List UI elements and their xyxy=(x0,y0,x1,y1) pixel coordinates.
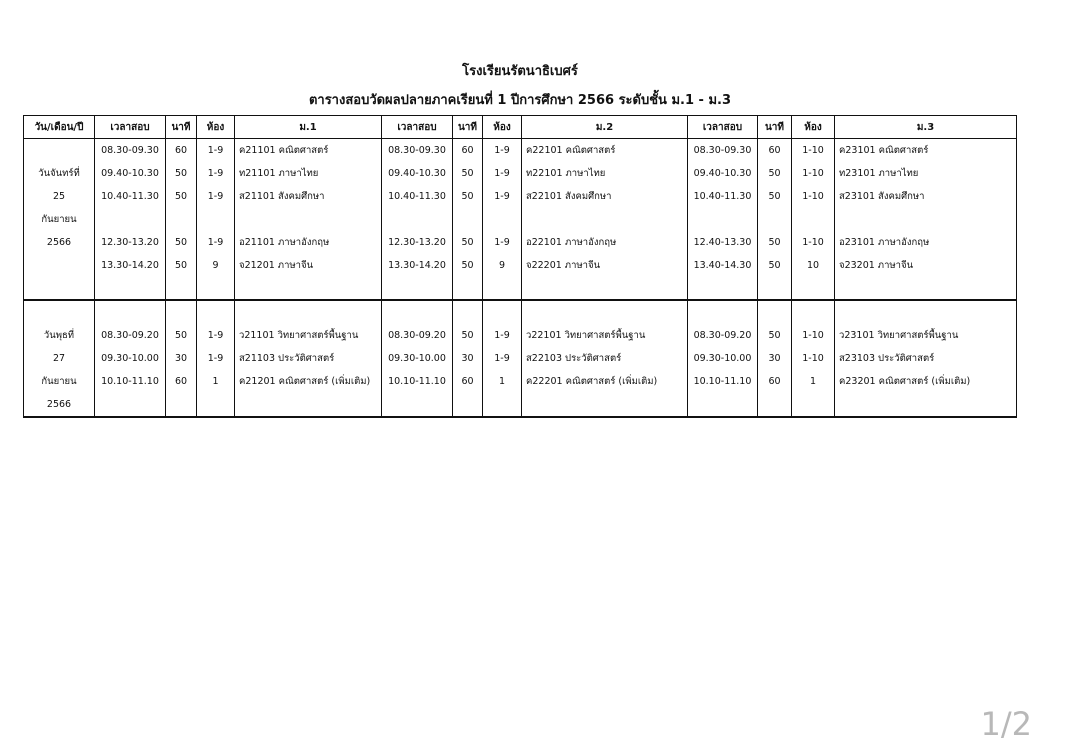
subject-cell xyxy=(235,300,382,324)
time-cell: 12.30-13.20 xyxy=(95,231,166,254)
time-cell xyxy=(382,393,453,417)
time-cell: 10.40-11.30 xyxy=(688,185,758,208)
table-row xyxy=(24,162,1017,185)
time-cell: 08.30-09.30 xyxy=(382,139,453,163)
room-cell: 1-10 xyxy=(792,185,835,208)
subject-cell xyxy=(522,300,688,324)
room-cell xyxy=(197,208,235,231)
col-time-m3: เวลาสอบ xyxy=(688,116,758,139)
table-row xyxy=(24,277,1017,300)
subject-cell: จ23201 ภาษาจีน xyxy=(835,254,1017,277)
date-cell xyxy=(24,277,95,300)
minutes-cell: 30 xyxy=(758,347,792,370)
subject-cell: อ21101 ภาษาอังกฤษ xyxy=(235,231,382,254)
time-cell: 08.30-09.20 xyxy=(688,324,758,347)
room-cell xyxy=(483,393,522,417)
date-cell: วันพุธที่ xyxy=(24,324,95,347)
subject-cell: อ23101 ภาษาอังกฤษ xyxy=(835,231,1017,254)
room-cell: 1-10 xyxy=(792,347,835,370)
table-row xyxy=(24,324,1017,347)
time-cell: 08.30-09.30 xyxy=(95,139,166,163)
time-cell: 13.30-14.20 xyxy=(382,254,453,277)
col-room-m3: ห้อง xyxy=(792,116,835,139)
minutes-cell: 50 xyxy=(453,324,483,347)
room-cell: 1-9 xyxy=(483,347,522,370)
minutes-cell: 30 xyxy=(453,347,483,370)
room-cell: 1-9 xyxy=(197,185,235,208)
minutes-cell: 50 xyxy=(758,231,792,254)
header-row xyxy=(24,116,1017,139)
table-row xyxy=(24,139,1017,163)
minutes-cell xyxy=(758,393,792,417)
subject-cell xyxy=(235,277,382,300)
date-cell xyxy=(24,254,95,277)
room-cell xyxy=(483,300,522,324)
subject-cell: ท21101 ภาษาไทย xyxy=(235,162,382,185)
subject-cell xyxy=(522,277,688,300)
room-cell: 1-10 xyxy=(792,139,835,163)
subject-cell: จ21201 ภาษาจีน xyxy=(235,254,382,277)
subject-cell: ค23201 คณิตศาสตร์ (เพิ่มเติม) xyxy=(835,370,1017,393)
time-cell xyxy=(688,393,758,417)
minutes-cell: 50 xyxy=(166,185,197,208)
subject-cell: ส22103 ประวัติศาสตร์ xyxy=(522,347,688,370)
minutes-cell: 50 xyxy=(453,254,483,277)
minutes-cell xyxy=(166,277,197,300)
room-cell: 1 xyxy=(792,370,835,393)
room-cell: 1-9 xyxy=(483,324,522,347)
time-cell: 10.10-11.10 xyxy=(382,370,453,393)
room-cell: 1-9 xyxy=(483,185,522,208)
minutes-cell: 50 xyxy=(758,162,792,185)
col-time-m1: เวลาสอบ xyxy=(95,116,166,139)
subject-cell: ค21201 คณิตศาสตร์ (เพิ่มเติม) xyxy=(235,370,382,393)
subject-cell: ท22101 ภาษาไทย xyxy=(522,162,688,185)
minutes-cell xyxy=(453,208,483,231)
col-room-m1: ห้อง xyxy=(197,116,235,139)
room-cell: 1 xyxy=(483,370,522,393)
date-cell: กันยายน xyxy=(24,370,95,393)
room-cell: 9 xyxy=(197,254,235,277)
time-cell: 08.30-09.30 xyxy=(688,139,758,163)
subject-cell: ส23101 สังคมศึกษา xyxy=(835,185,1017,208)
time-cell: 10.10-11.10 xyxy=(95,370,166,393)
table-row xyxy=(24,370,1017,393)
col-m1: ม.1 xyxy=(235,116,382,139)
date-cell: วันจันทร์ที่ xyxy=(24,162,95,185)
subject-cell xyxy=(235,393,382,417)
minutes-cell: 50 xyxy=(166,162,197,185)
table-row xyxy=(24,300,1017,324)
room-cell: 1-10 xyxy=(792,231,835,254)
time-cell: 13.40-14.30 xyxy=(688,254,758,277)
table-row xyxy=(24,347,1017,370)
school-name: โรงเรียนรัตนาธิเบศร์ xyxy=(462,64,578,79)
date-cell xyxy=(24,300,95,324)
subject-cell: ค21101 คณิตศาสตร์ xyxy=(235,139,382,163)
subject-cell xyxy=(835,208,1017,231)
minutes-cell: 50 xyxy=(758,254,792,277)
date-cell: 2566 xyxy=(24,231,95,254)
date-cell xyxy=(24,139,95,163)
room-cell: 1-9 xyxy=(483,231,522,254)
subject-cell xyxy=(835,300,1017,324)
date-cell: 2566 xyxy=(24,393,95,417)
minutes-cell xyxy=(166,300,197,324)
subject-cell: ส21101 สังคมศึกษา xyxy=(235,185,382,208)
time-cell: 09.30-10.00 xyxy=(688,347,758,370)
time-cell: 09.40-10.30 xyxy=(382,162,453,185)
time-cell xyxy=(688,300,758,324)
table-row xyxy=(24,208,1017,231)
time-cell xyxy=(95,300,166,324)
subject-cell: ว22101 วิทยาศาสตร์พื้นฐาน xyxy=(522,324,688,347)
time-cell: 13.30-14.20 xyxy=(95,254,166,277)
minutes-cell: 60 xyxy=(453,139,483,163)
minutes-cell: 60 xyxy=(758,139,792,163)
room-cell xyxy=(792,208,835,231)
room-cell: 1-9 xyxy=(197,324,235,347)
minutes-cell xyxy=(453,277,483,300)
room-cell: 1-9 xyxy=(197,231,235,254)
room-cell xyxy=(197,300,235,324)
minutes-cell: 60 xyxy=(166,139,197,163)
room-cell xyxy=(792,277,835,300)
time-cell xyxy=(382,208,453,231)
minutes-cell: 50 xyxy=(166,324,197,347)
date-cell: 27 xyxy=(24,347,95,370)
minutes-cell xyxy=(453,393,483,417)
room-cell: 1-9 xyxy=(483,162,522,185)
table-row xyxy=(24,254,1017,277)
col-time-m2: เวลาสอบ xyxy=(382,116,453,139)
table-row xyxy=(24,185,1017,208)
minutes-cell: 30 xyxy=(166,347,197,370)
subject-cell: ส22101 สังคมศึกษา xyxy=(522,185,688,208)
minutes-cell xyxy=(758,208,792,231)
exam-schedule-table xyxy=(23,115,1017,418)
col-m3: ม.3 xyxy=(835,116,1017,139)
room-cell xyxy=(197,393,235,417)
minutes-cell xyxy=(758,300,792,324)
subject-cell: ว23101 วิทยาศาสตร์พื้นฐาน xyxy=(835,324,1017,347)
date-cell: กันยายน xyxy=(24,208,95,231)
minutes-cell: 60 xyxy=(453,370,483,393)
schedule-title: ตารางสอบวัดผลปลายภาคเรียนที่ 1 ปีการศึกษา 2566 ระดับชั้น ม.1 - ม.3 xyxy=(308,93,732,108)
room-cell: 1-9 xyxy=(197,162,235,185)
subject-cell: ค23101 คณิตศาสตร์ xyxy=(835,139,1017,163)
minutes-cell: 50 xyxy=(758,185,792,208)
time-cell xyxy=(382,300,453,324)
minutes-cell xyxy=(453,300,483,324)
page-indicator: 1/2 xyxy=(980,705,1032,743)
minutes-cell: 60 xyxy=(758,370,792,393)
room-cell: 1-9 xyxy=(483,139,522,163)
subject-cell xyxy=(522,393,688,417)
room-cell xyxy=(792,300,835,324)
col-m2: ม.2 xyxy=(522,116,688,139)
time-cell xyxy=(95,393,166,417)
table-row xyxy=(24,393,1017,417)
minutes-cell: 50 xyxy=(453,185,483,208)
subject-cell: ส23103 ประวัติศาสตร์ xyxy=(835,347,1017,370)
time-cell xyxy=(95,208,166,231)
minutes-cell: 50 xyxy=(166,254,197,277)
time-cell: 09.40-10.30 xyxy=(95,162,166,185)
time-cell: 09.30-10.00 xyxy=(382,347,453,370)
minutes-cell: 60 xyxy=(166,370,197,393)
time-cell: 12.40-13.30 xyxy=(688,231,758,254)
time-cell xyxy=(382,277,453,300)
room-cell xyxy=(792,393,835,417)
room-cell: 10 xyxy=(792,254,835,277)
room-cell: 1-10 xyxy=(792,324,835,347)
room-cell: 1-9 xyxy=(197,347,235,370)
subject-cell xyxy=(835,393,1017,417)
subject-cell: ค22201 คณิตศาสตร์ (เพิ่มเติม) xyxy=(522,370,688,393)
minutes-cell xyxy=(166,393,197,417)
col-minutes-m1: นาที xyxy=(166,116,197,139)
date-cell: 25 xyxy=(24,185,95,208)
time-cell: 09.40-10.30 xyxy=(688,162,758,185)
minutes-cell: 50 xyxy=(758,324,792,347)
col-minutes-m2: นาที xyxy=(453,116,483,139)
time-cell xyxy=(688,208,758,231)
col-date: วัน/เดือน/ปี xyxy=(24,116,95,139)
time-cell: 09.30-10.00 xyxy=(95,347,166,370)
subject-cell xyxy=(235,208,382,231)
room-cell: 1 xyxy=(197,370,235,393)
subject-cell: จ22201 ภาษาจีน xyxy=(522,254,688,277)
subject-cell xyxy=(522,208,688,231)
room-cell xyxy=(483,277,522,300)
time-cell: 08.30-09.20 xyxy=(95,324,166,347)
table-row xyxy=(24,231,1017,254)
time-cell: 12.30-13.20 xyxy=(382,231,453,254)
room-cell xyxy=(197,277,235,300)
time-cell: 10.40-11.30 xyxy=(382,185,453,208)
room-cell: 9 xyxy=(483,254,522,277)
minutes-cell xyxy=(758,277,792,300)
minutes-cell: 50 xyxy=(166,231,197,254)
time-cell: 10.10-11.10 xyxy=(688,370,758,393)
col-room-m2: ห้อง xyxy=(483,116,522,139)
room-cell: 1-9 xyxy=(197,139,235,163)
time-cell: 08.30-09.20 xyxy=(382,324,453,347)
subject-cell: ส21103 ประวัติศาสตร์ xyxy=(235,347,382,370)
subject-cell: ว21101 วิทยาศาสตร์พื้นฐาน xyxy=(235,324,382,347)
subject-cell: อ22101 ภาษาอังกฤษ xyxy=(522,231,688,254)
minutes-cell: 50 xyxy=(453,231,483,254)
col-minutes-m3: นาที xyxy=(758,116,792,139)
time-cell: 10.40-11.30 xyxy=(95,185,166,208)
room-cell: 1-10 xyxy=(792,162,835,185)
time-cell xyxy=(688,277,758,300)
room-cell xyxy=(483,208,522,231)
subject-cell: ท23101 ภาษาไทย xyxy=(835,162,1017,185)
time-cell xyxy=(95,277,166,300)
subject-cell xyxy=(835,277,1017,300)
minutes-cell: 50 xyxy=(453,162,483,185)
minutes-cell xyxy=(166,208,197,231)
subject-cell: ค22101 คณิตศาสตร์ xyxy=(522,139,688,163)
